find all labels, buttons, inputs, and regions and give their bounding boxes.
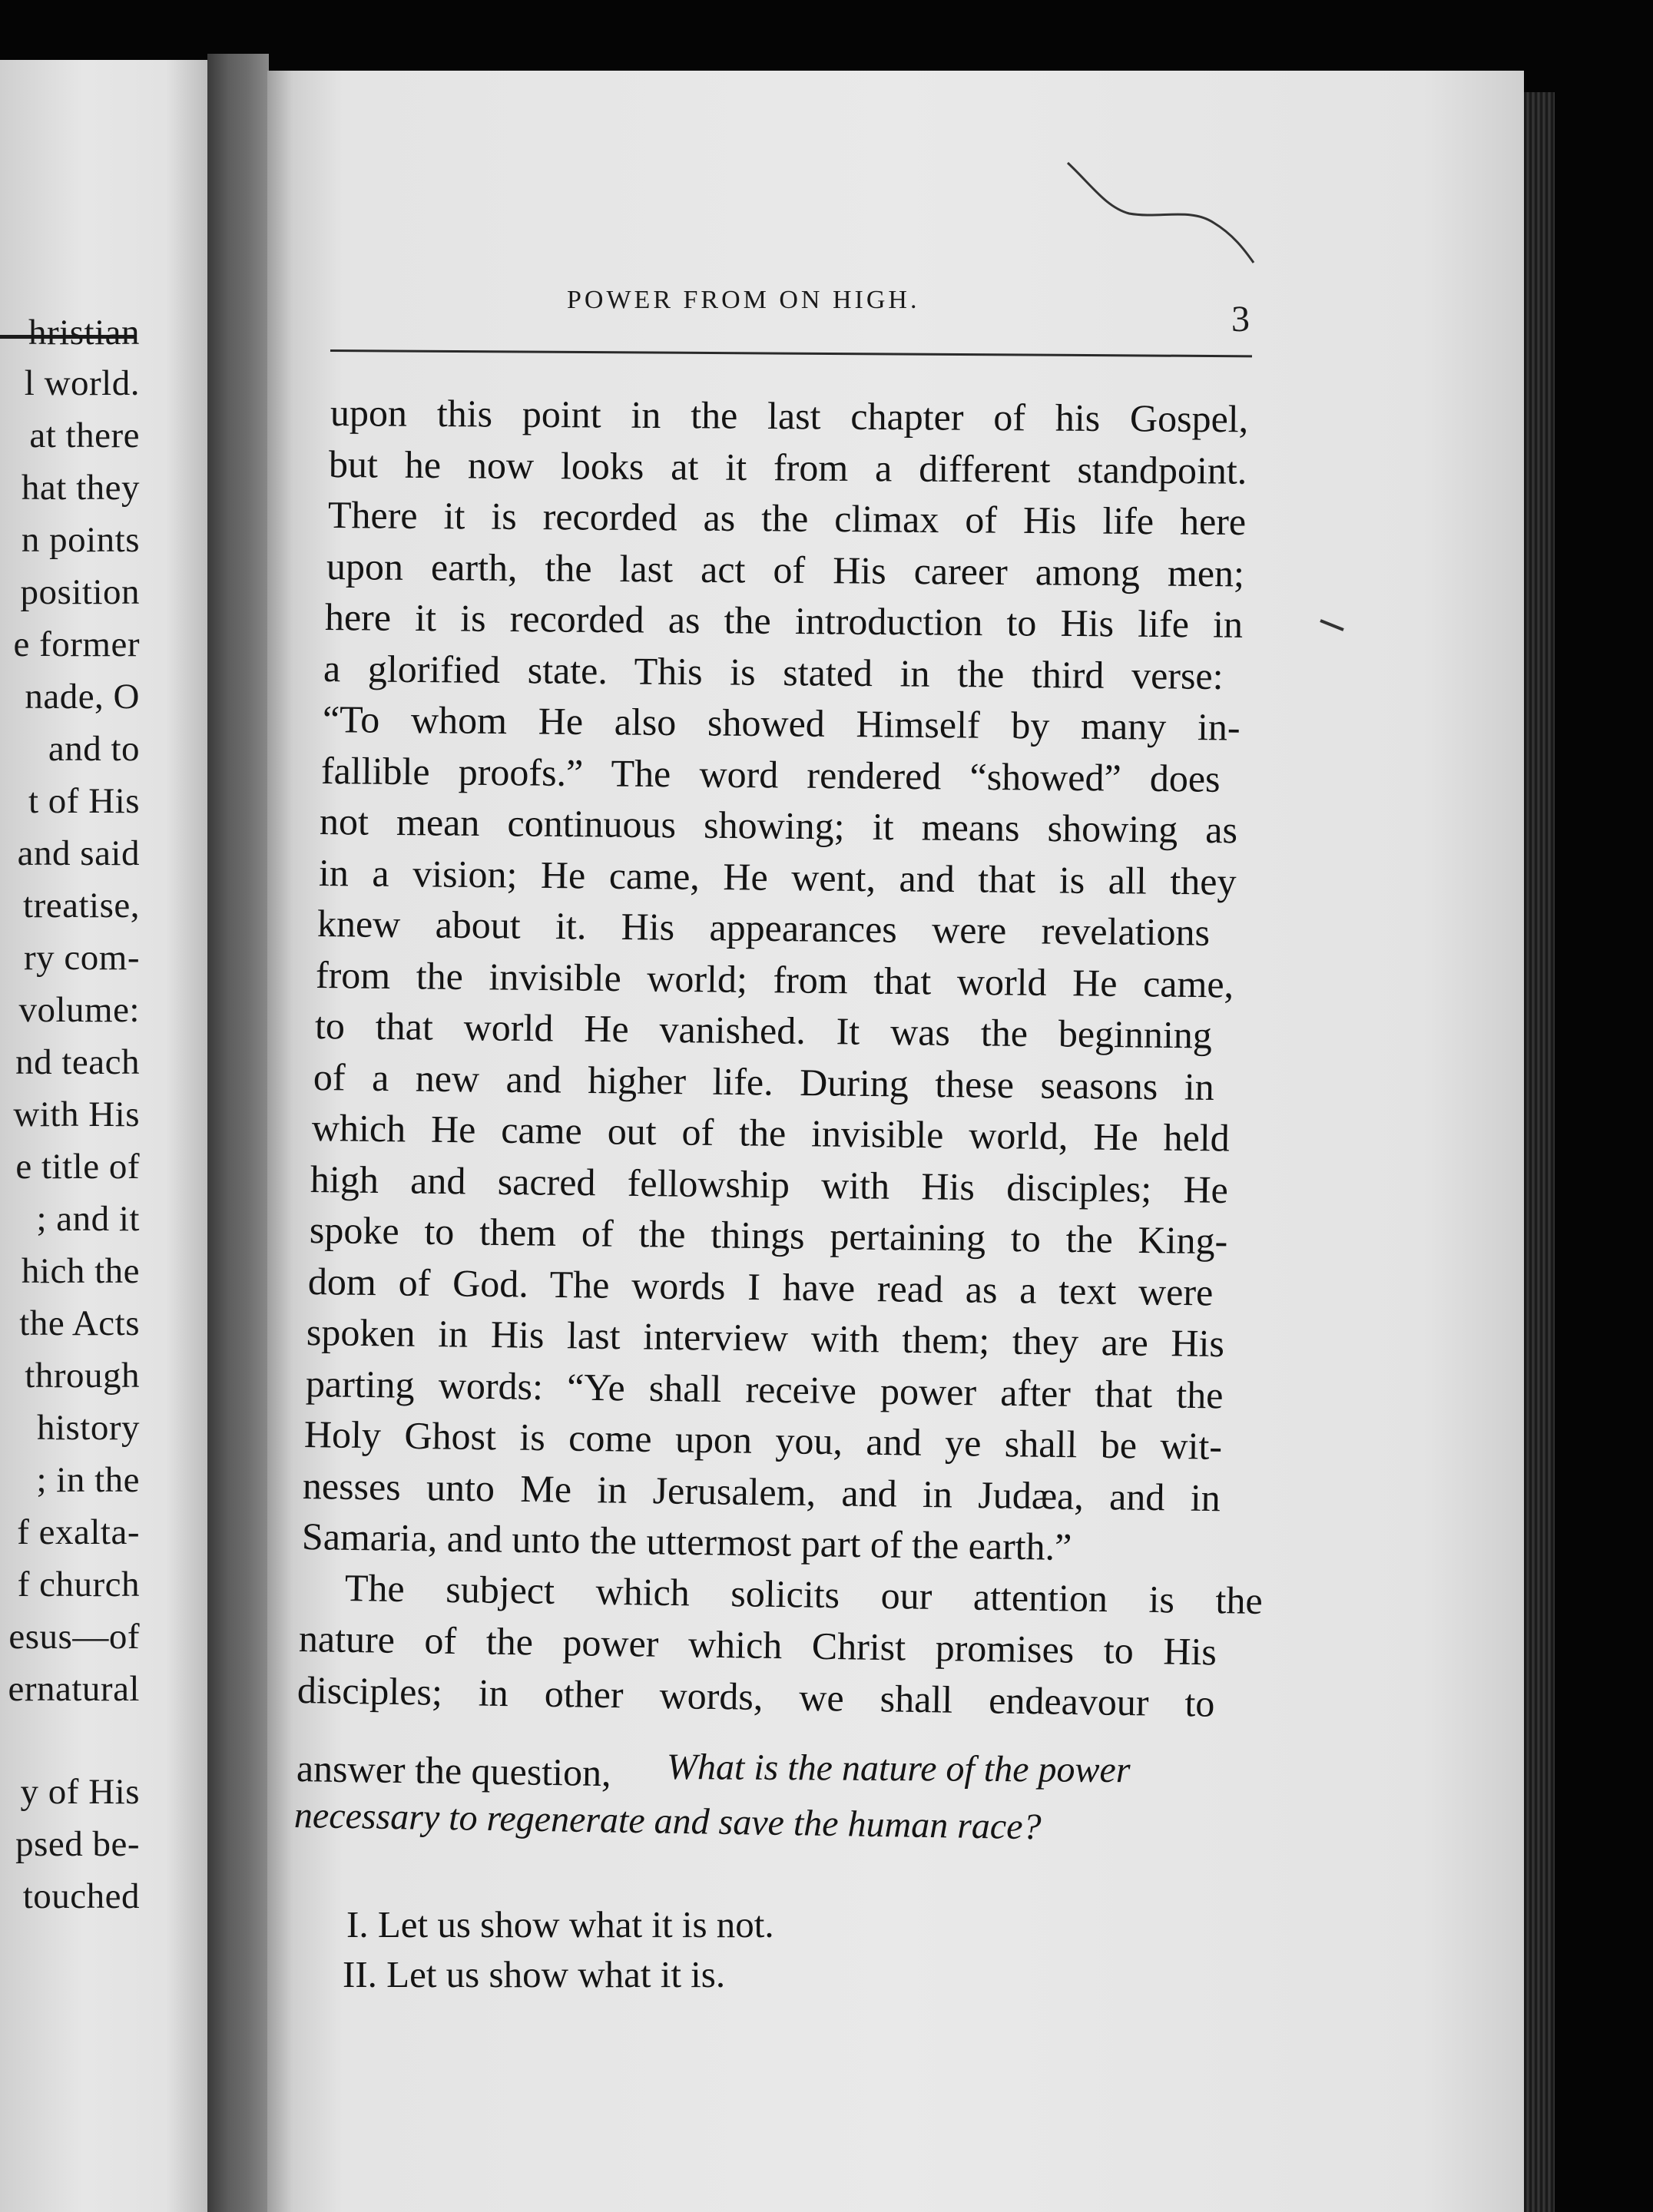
body-line: answer the question, (296, 1747, 612, 1795)
book-gutter (207, 54, 269, 2212)
left-page-line: l world. (24, 363, 140, 403)
left-page-line: ry com- (24, 938, 140, 978)
left-page-line: t of His (28, 781, 140, 821)
body-line: upon earth, the last act of His career among men; (326, 544, 1245, 594)
body-line: a glorified state. This is stated in the third verse: (323, 646, 1224, 697)
body-line: Holy Ghost is come upon you, and ye shall be wit- (303, 1412, 1223, 1468)
question-italic-line-2: necessary to regenerate and save the human race? (293, 1795, 1042, 1848)
body-line: nesses unto Me in Jerusalem, and in Judæa, and in (302, 1463, 1221, 1519)
body-line: spoke to them of the things pertaining to the King- (309, 1208, 1228, 1263)
left-page-line: hich the (21, 1251, 140, 1291)
left-page-line: through (25, 1356, 140, 1396)
left-page-line: f exalta- (17, 1512, 140, 1552)
left-page-line: hat they (21, 468, 140, 508)
body-line: high and sacred fellowship with His disciples; He (310, 1157, 1229, 1211)
page-number: 3 (1231, 299, 1250, 339)
left-page-line: f church (17, 1565, 140, 1604)
left-page-line: y of His (20, 1772, 140, 1812)
left-page-line: history (36, 1408, 140, 1448)
left-page-line: nd teach (15, 1042, 140, 1082)
body-line: to that world He vanished. It was the beginning (314, 1004, 1213, 1057)
body-line: in a vision; He came, He went, and that is all they (318, 850, 1237, 903)
left-page (0, 60, 207, 2212)
body-line: There it is recorded as the climax of His life here (327, 493, 1247, 544)
left-page-line: psed be- (15, 1824, 140, 1864)
body-line: here it is recorded as the introduction to His life in (324, 595, 1244, 646)
pencil-mark (1317, 614, 1348, 637)
body-line: Samaria, and unto the uttermost part of the earth.” (301, 1515, 1072, 1568)
body-line: parting words: “Ye shall receive power after that the (305, 1361, 1224, 1416)
page-edge (1524, 92, 1555, 2212)
left-page-line: and to (48, 729, 140, 769)
outline-item-1: I. Let us show what it is not. (346, 1903, 774, 1945)
left-page-line: e title of (15, 1147, 140, 1187)
left-page-line: n points (21, 520, 140, 560)
left-page-line: and said (17, 833, 140, 873)
body-line: “To whom He also showed Himself by many in- (322, 697, 1241, 749)
left-page-line: nade, O (25, 677, 140, 717)
left-page-line: esus—of (8, 1617, 140, 1657)
left-page-line: treatise, (23, 886, 140, 926)
body-line: nature of the power which Christ promises to His (298, 1617, 1217, 1674)
body-line: The subject which solicits our attention is the (344, 1565, 1264, 1622)
body-line: upon this point in the last chapter of his Gospel, (330, 391, 1249, 441)
left-page-line: with His (13, 1094, 140, 1134)
running-head: POWER FROM ON HIGH. (567, 286, 920, 314)
left-page-line: ernatural (8, 1669, 140, 1709)
body-line: knew about it. His appearances were revelations (316, 902, 1211, 954)
scratch-mark (1060, 154, 1260, 269)
body-line: spoken in His last interview with them; they are His (306, 1310, 1225, 1366)
left-page-line: the Acts (19, 1303, 140, 1343)
body-line: fallible proofs.” The word rendered “showed” does (320, 748, 1221, 800)
left-page-line: hristian (28, 313, 140, 353)
left-page-line: ; and it (36, 1199, 140, 1239)
left-page-line: volume: (18, 990, 140, 1030)
left-page-line: position (20, 572, 140, 612)
body-line: dom of God. The words I have read as a text were (307, 1259, 1214, 1314)
body-line: of a new and higher life. During these seasons in (313, 1055, 1214, 1108)
left-page-line: ; in the (36, 1460, 140, 1500)
left-page-line: at there (29, 416, 140, 455)
body-line: which He came out of the invisible world, He held (311, 1106, 1231, 1160)
left-page-line: touched (22, 1876, 140, 1916)
left-page-line: e former (13, 624, 140, 664)
body-line: from the invisible world; from that world He came, (315, 952, 1234, 1005)
body-line: disciples; in other words, we shall endeavour to (296, 1667, 1215, 1725)
body-line: but he now looks at it from a different standpoint. (328, 442, 1247, 492)
question-italic-line-1: What is the nature of the power (666, 1747, 1131, 1791)
body-line: not mean continuous showing; it means showing as (319, 800, 1238, 852)
outline-item-2: II. Let us show what it is. (343, 1953, 726, 1995)
